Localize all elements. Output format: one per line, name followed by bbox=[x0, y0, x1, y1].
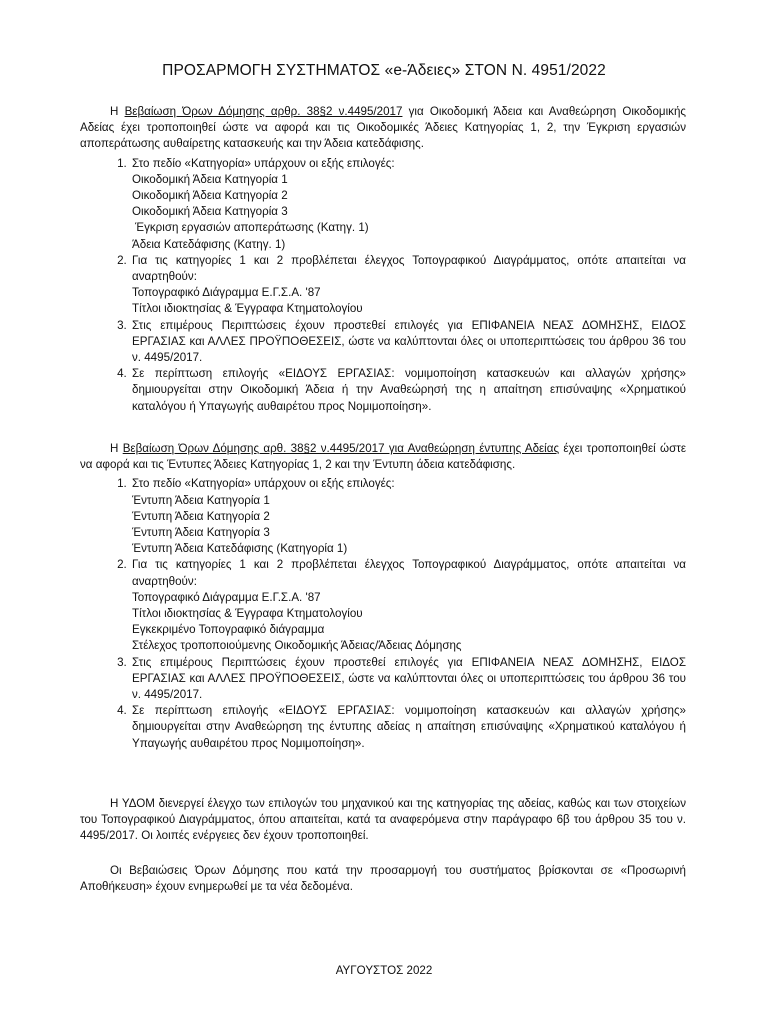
intro-prefix: Η bbox=[110, 105, 125, 118]
required-document: Τίτλοι ιδιοκτησίας & Έγγραφα Κτηματολογίου bbox=[132, 302, 363, 316]
item-text: Στο πεδίο «Κατηγορία» υπάρχουν οι εξής επιλογές: bbox=[132, 477, 395, 491]
document-title: ΠΡΟΣΑΡΜΟΓΗ ΣΥΣΤΗΜΑΤΟΣ «e-Άδειες» ΣΤΟΝ Ν. 4951/2022 bbox=[162, 62, 606, 79]
document-date: ΑΥΓΟΥΣΤΟΣ 2022 bbox=[335, 964, 433, 977]
category-option: Οικοδομική Άδεια Κατηγορία 1 bbox=[132, 172, 288, 186]
item-text: Σε περίπτωση επιλογής «ΕΙΔΟΥΣ ΕΡΓΑΣΙΑΣ: νομιμοποίηση κατασκευών και αλλαγών χρήσης» δημιουργείται στην Οικοδομική Άδεια ή την Αναθεώρησή της η απαίτηση επισύναψης «Χρηματικού καταλόγου ή Υπαγωγής αυθαιρέτου προς Νομιμοποίηση». bbox=[132, 367, 686, 413]
list-item bbox=[130, 366, 686, 415]
list-item bbox=[130, 703, 686, 752]
required-document: Εγκεκριμένο Τοπογραφικό διάγραμμα bbox=[132, 623, 325, 637]
category-option: Έντυπη Άδεια Κατηγορία 2 bbox=[132, 509, 270, 523]
intro-text: έχει τροποποιηθεί ώστε να αφορά και τις Έντυπες Άδειες Κατηγορίας 1, 2 και την Έντυπη άδεια κατεδάφισης. bbox=[80, 442, 686, 472]
category-option: Άδεια Κατεδάφισης (Κατηγ. 1) bbox=[132, 237, 286, 251]
list-item bbox=[130, 557, 686, 654]
required-document: Τοπογραφικό Διάγραμμα Ε.Γ.Σ.Α. '87 bbox=[132, 286, 321, 300]
section-intro bbox=[80, 441, 686, 473]
intro-text: για Οικοδομική Άδεια και Αναθεώρηση Οικοδομικής Αδείας έχει τροποποιηθεί ώστε να αφορά και τις Οικοδομικές Άδειες Κατηγορίας 1, 2, την Έγκριση εργασιών αποπεράτωσης αυθαίρετης κατασκευής και την Άδεια κατεδάφισης. bbox=[80, 105, 687, 151]
category-option: Οικοδομική Άδεια Κατηγορία 2 bbox=[132, 189, 288, 203]
temporary-storage-paragraph bbox=[80, 863, 686, 895]
section-printed-permit-revision bbox=[80, 441, 686, 752]
item-text: Σε περίπτωση επιλογής «ΕΙΔΟΥΣ ΕΡΓΑΣΙΑΣ: νομιμοποίηση κατασκευών και αλλαγών χρήσης» δημιουργείται στην Αναθεώρηση της έντυπης αδείας η απαίτηση επισύναψης «Χρηματικού καταλόγου ή Υπαγωγής αυθαιρέτου προς Νομιμοποίηση». bbox=[132, 704, 686, 750]
list-item bbox=[130, 476, 686, 557]
list-item bbox=[130, 655, 686, 704]
numbered-list bbox=[80, 156, 686, 415]
category-option: Έντυπη Άδεια Κατεδάφισης (Κατηγορία 1) bbox=[132, 542, 348, 556]
category-option: Έγκριση εργασιών αποπεράτωσης (Κατηγ. 1) bbox=[135, 221, 369, 235]
section-building-permit bbox=[80, 104, 686, 415]
ydom-check-paragraph bbox=[80, 796, 686, 845]
category-option: Έντυπη Άδεια Κατηγορία 3 bbox=[132, 526, 270, 540]
item-text: Στις επιμέρους Περιπτώσεις έχουν προστεθεί επιλογές για ΕΠΙΦΑΝΕΙΑ ΝΕΑΣ ΔΟΜΗΣΗΣ, ΕΙΔΟΣ ΕΡΓΑΣΙΑΣ και ΑΛΛΕΣ ΠΡΟΫΠΟΘΕΣΕΙΣ, ώστε να καλύπτονται όλες οι υποπεριπτώσεις του άρθρου 36 του ν. 4495/2017. bbox=[132, 318, 686, 365]
list-item bbox=[130, 318, 686, 367]
required-document: Στέλεχος τροποποιούμενης Οικοδομικής Άδειας/Άδειας Δόμησης bbox=[132, 639, 462, 653]
intro-prefix: Η bbox=[110, 442, 123, 455]
required-document: Τίτλοι ιδιοκτησίας & Έγγραφα Κτηματολογίου bbox=[132, 607, 363, 621]
category-option: Έντυπη Άδεια Κατηγορία 1 bbox=[132, 493, 270, 507]
certificate-reference: Βεβαίωση Όρων Δόμησης αρθρ. 38§2 ν.4495/2017 bbox=[124, 105, 403, 118]
list-item bbox=[130, 156, 686, 253]
certificate-reference: Βεβαίωση Όρων Δόμησης αρθ. 38§2 ν.4495/2017 για Αναθεώρηση έντυπης Αδείας bbox=[122, 442, 560, 455]
paragraph-text: Οι Βεβαιώσεις Όρων Δόμησης που κατά την προσαρμογή του συστήματος βρίσκονται σε «Προσωρινή Αποθήκευση» έχουν ενημερωθεί με τα νέα δεδομένα. bbox=[80, 864, 686, 894]
item-text: Στο πεδίο «Κατηγορία» υπάρχουν οι εξής επιλογές: bbox=[132, 156, 395, 170]
category-option: Οικοδομική Άδεια Κατηγορία 3 bbox=[132, 205, 288, 219]
item-text: Στις επιμέρους Περιπτώσεις έχουν προστεθεί επιλογές για ΕΠΙΦΑΝΕΙΑ ΝΕΑΣ ΔΟΜΗΣΗΣ, ΕΙΔΟΣ ΕΡΓΑΣΙΑΣ και ΑΛΛΕΣ ΠΡΟΫΠΟΘΕΣΕΙΣ, ώστε να καλύπτονται όλες οι υποπεριπτώσεις του άρθρου 36 του ν. 4495/2017. bbox=[132, 655, 686, 702]
numbered-list bbox=[80, 476, 686, 751]
section-intro bbox=[80, 104, 686, 153]
item-text: Για τις κατηγορίες 1 και 2 προβλέπεται έλεγχος Τοπογραφικού Διαγράμματος, οπότε απαιτείται να αναρτηθούν: bbox=[132, 253, 686, 284]
required-document: Τοπογραφικό Διάγραμμα Ε.Γ.Σ.Α. '87 bbox=[132, 590, 321, 604]
item-text: Για τις κατηγορίες 1 και 2 προβλέπεται έλεγχος Τοπογραφικού Διαγράμματος, οπότε απαιτείται να αναρτηθούν: bbox=[132, 558, 686, 588]
paragraph-text: Η ΥΔΟΜ διενεργεί έλεγχο των επιλογών του μηχανικού και της κατηγορίας της αδείας, καθώς και των στοιχείων του Τοπογραφικού Διαγράμματος, όπου απαιτείται, κατά τα αναφερόμενα στην παράγραφο 6β του άρθρου 35 του ν. 4495/2017. Οι λοιπές ενέργειες δεν έχουν τροποποιηθεί. bbox=[80, 797, 686, 843]
list-item bbox=[130, 253, 686, 318]
